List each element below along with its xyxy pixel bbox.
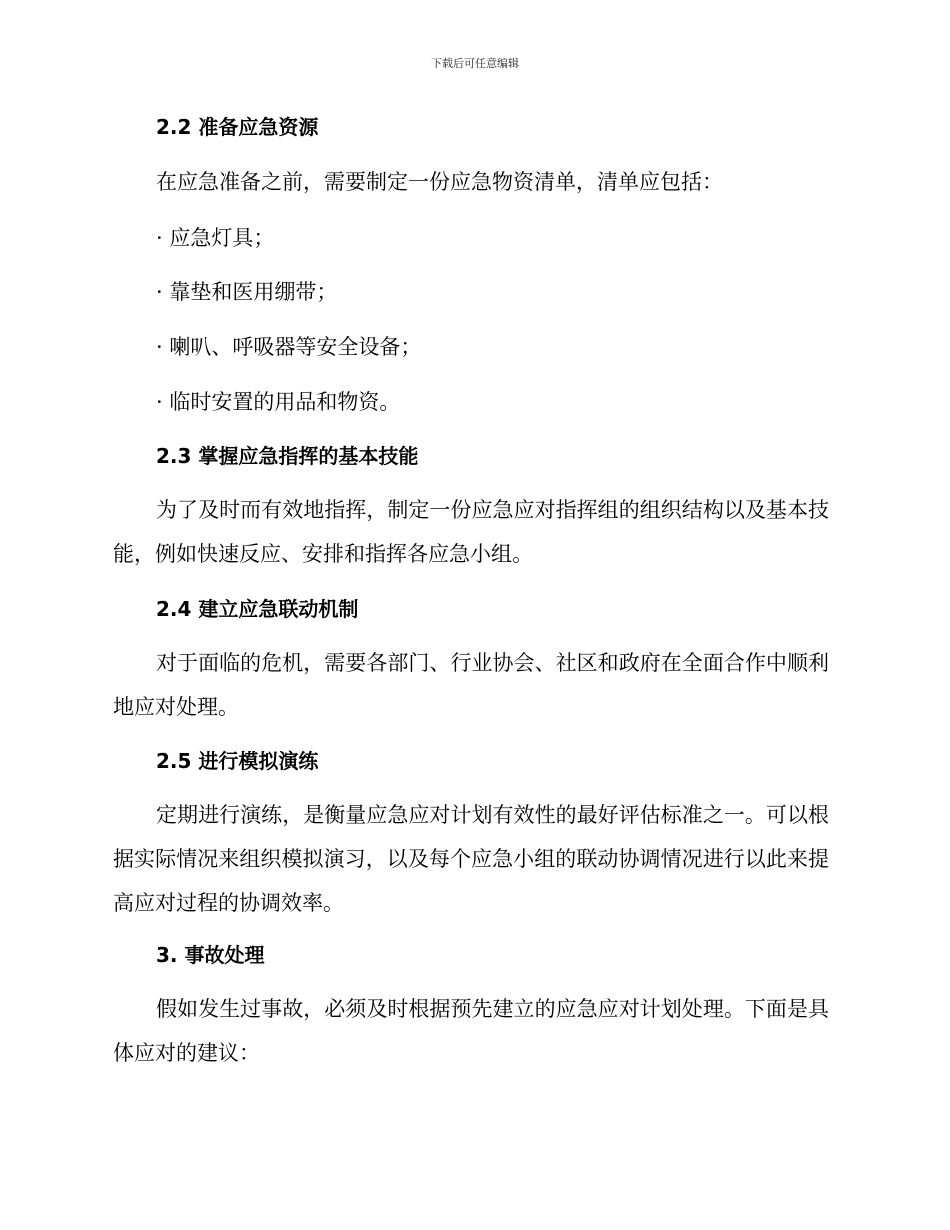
- section-3-body-text: 假如发生过事故，必须及时根据预先建立的应急应对计划处理。下面是具体应对的建议：: [113, 997, 829, 1065]
- section-2-5-body-text: 定期进行演练，是衡量应急应对计划有效性的最好评估标准之一。可以根据实际情况来组织模拟演习，以及每个应急小组的联动协调情况进行以此来提高应对过程的协调效率。: [113, 803, 829, 915]
- section-2-3-body-text: 为了及时而有效地指挥，制定一份应急应对指挥组的组织结构以及基本技能，例如快速反应、安排和指挥各应急小组。: [113, 498, 829, 566]
- list-item-safety-equipment: · 喇叭、呼吸器等安全设备；: [156, 335, 422, 359]
- list-item-supplies: · 临时安置的用品和物资。: [156, 390, 401, 414]
- section-2-2-intro: [113, 160, 829, 204]
- section-heading-2-3: 2.3 掌握应急指挥的基本技能: [156, 444, 419, 468]
- section-2-4-body-text: 对于面临的危机，需要各部门、行业协会、社区和政府在全面合作中顺利地应对处理。: [113, 651, 829, 719]
- section-heading-2-2: 2.2 准备应急资源: [156, 115, 319, 139]
- list-item-cushions-bandages: · 靠垫和医用绷带；: [156, 280, 338, 304]
- section-2-3-body: [113, 488, 829, 576]
- section-2-5-body: [113, 793, 829, 925]
- section-2-2-intro-text: 在应急准备之前，需要制定一份应急物资清单，清单应包括：: [156, 170, 723, 194]
- section-heading-2-5: 2.5 进行模拟演练: [156, 749, 319, 773]
- section-2-4-body: [113, 641, 829, 729]
- page-header: 下载后可任意编辑: [431, 57, 519, 70]
- section-3-body: [113, 987, 829, 1075]
- section-heading-2-4: 2.4 建立应急联动机制: [156, 597, 359, 621]
- list-item-lights: · 应急灯具；: [156, 226, 275, 250]
- section-heading-3: 3. 事故处理: [156, 943, 265, 967]
